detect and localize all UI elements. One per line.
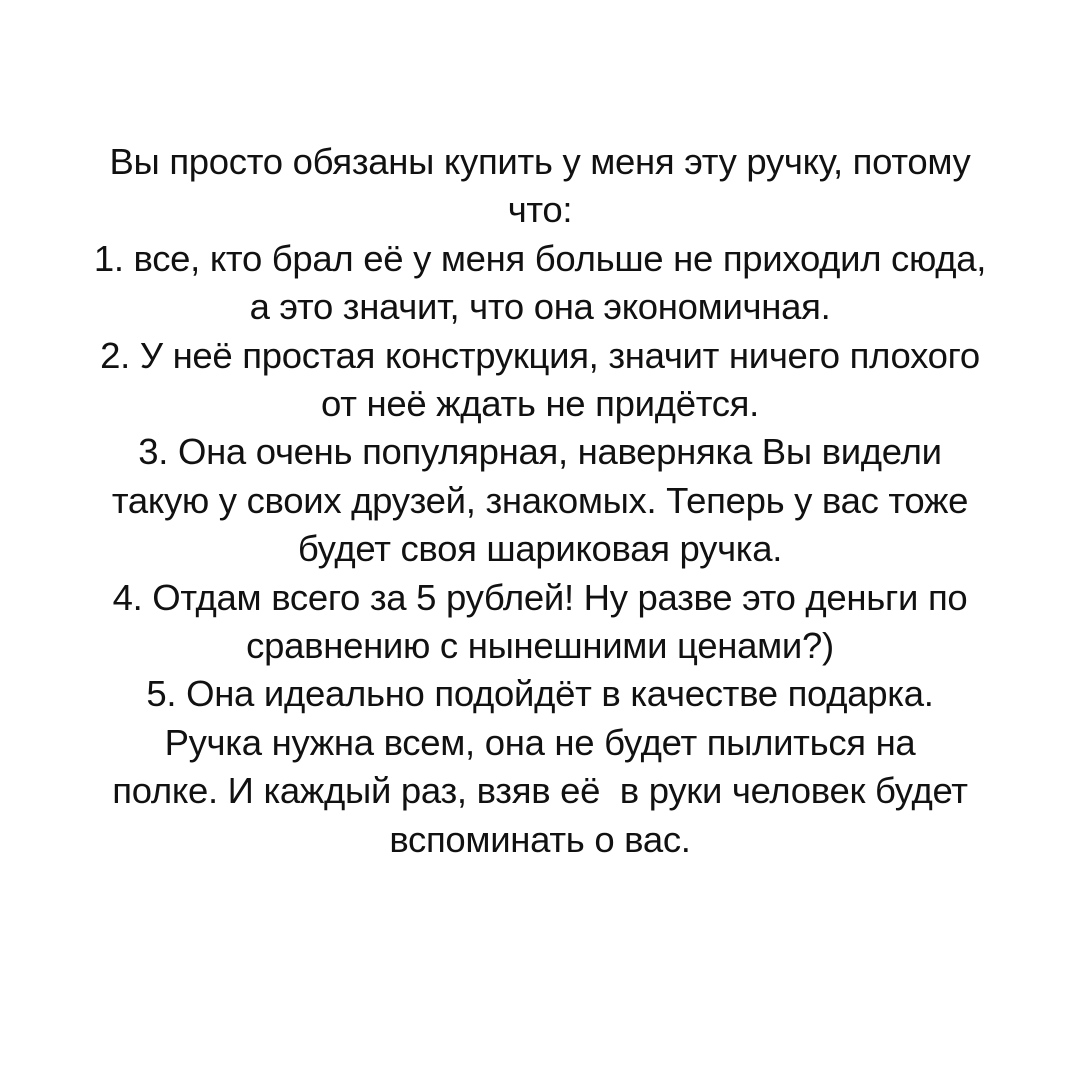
pen-sales-pitch-text: [0, 138, 1080, 864]
text-line-5: 2. У неё простая конструкция, значит ничего плохого: [100, 334, 980, 376]
text-line-13: Ручка нужна всем, она не будет пылиться на: [164, 721, 916, 763]
text-line-9: будет своя шариковая ручка.: [297, 528, 783, 570]
text-line-7: 3. Она очень популярная, наверняка Вы видели: [138, 431, 942, 473]
text-line-3: 1. все, кто брал её у меня больше не приходил сюда,: [93, 237, 987, 279]
text-line-4: а это значит, что она экономичная.: [249, 286, 831, 328]
text-line-12: 5. Она идеально подойдёт в качестве подарка.: [146, 673, 934, 715]
text-line-15: вспоминать о вас.: [389, 818, 691, 860]
text-line-11: сравнению с нынешними ценами?): [246, 625, 834, 667]
text-line-10: 4. Отдам всего за 5 рублей! Ну разве это деньги по: [112, 576, 968, 618]
text-line-1: Вы просто обязаны купить у меня эту ручку, потому: [109, 141, 971, 182]
text-line-2: что:: [507, 189, 573, 231]
text-line-6: от неё ждать не придётся.: [321, 383, 759, 425]
text-line-8: такую у своих друзей, знакомых. Теперь у вас тоже: [111, 479, 969, 521]
text-line-14: полке. И каждый раз, взяв её в руки человек будет: [112, 770, 968, 812]
